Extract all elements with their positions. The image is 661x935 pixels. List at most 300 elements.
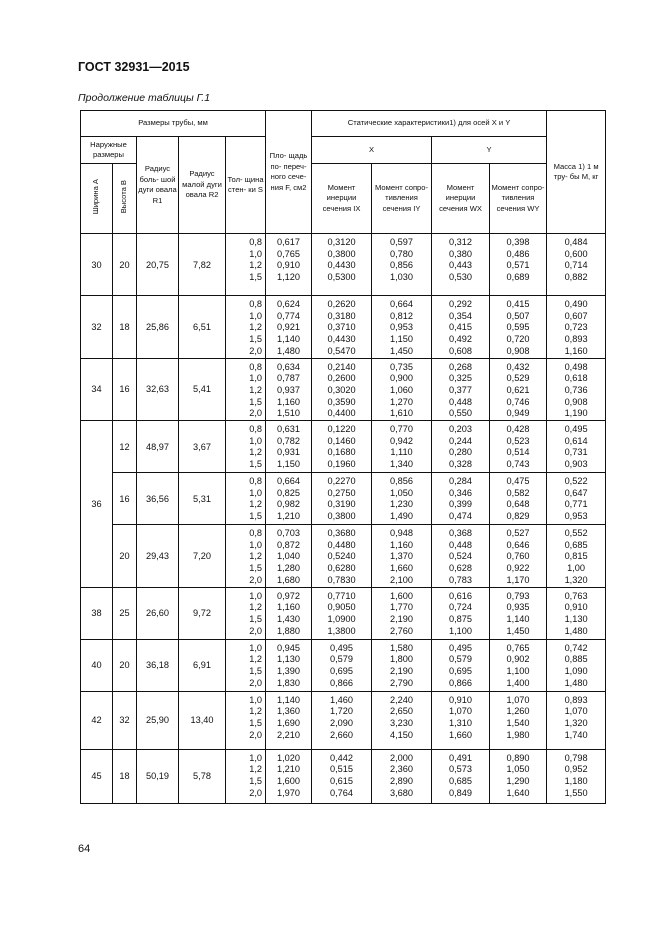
cell-wy-value: 1,170	[506, 574, 530, 585]
cell-width-a: 40	[81, 639, 113, 691]
cell-ix	[312, 234, 372, 296]
cell-mass-value: 0,495	[564, 424, 588, 435]
cell-wy	[490, 234, 547, 296]
cell-wall-thickness	[226, 691, 266, 749]
cell-iy-value: 3,230	[390, 717, 414, 728]
cell-wy-value: 1,450	[506, 625, 530, 636]
cell-wx-value: 0,474	[449, 511, 473, 522]
cell-r1: 25,86	[137, 296, 179, 359]
cell-wx-value: 0,573	[449, 764, 473, 775]
cell-wy-value: 0,646	[506, 539, 530, 550]
cell-wy	[490, 525, 547, 588]
cell-mass-value: 0,798	[564, 752, 588, 763]
cell-wx-value: 0,695	[449, 665, 473, 676]
header-height-b	[113, 164, 137, 234]
cell-wall-thickness-value: 1,5	[249, 775, 263, 786]
cell-width-a: 34	[81, 358, 113, 421]
cell-wx-value: 0,530	[449, 272, 473, 283]
cell-wx-value: 0,579	[449, 654, 473, 665]
cell-wall-thickness-value: 1,0	[249, 752, 263, 763]
header-area	[266, 111, 312, 234]
cell-iy-value: 0,942	[390, 435, 414, 446]
header-wy: Момент сопро- тивления сечения WY	[490, 164, 547, 234]
cell-wy-value: 0,829	[506, 511, 530, 522]
cell-mass-value: 0,714	[564, 260, 588, 271]
header-width-a	[81, 164, 113, 234]
cell-wall-thickness-value: 1,2	[249, 602, 263, 613]
cell-iy-value: 0,856	[390, 476, 414, 487]
cell-wall-thickness-value: 1,5	[249, 459, 263, 470]
cell-wy-value: 1,540	[506, 717, 530, 728]
cell-wy-value: 0,514	[506, 447, 530, 458]
cell-iy-value: 0,953	[390, 322, 414, 333]
cell-iy-value: 2,190	[390, 613, 414, 624]
cell-wx-value: 0,608	[449, 345, 473, 356]
header-mass: Масса 1) 1 м тру- бы М, кг	[547, 111, 606, 234]
cell-wy-value: 0,949	[506, 408, 530, 419]
cell-mass-value: 0,742	[564, 642, 588, 653]
cell-mass-value: 0,490	[564, 299, 588, 309]
table-row	[81, 358, 606, 421]
cell-wall-thickness-value: 1,5	[249, 563, 263, 574]
page-number: 64	[78, 843, 91, 855]
table-row	[81, 473, 606, 525]
cell-wy-value: 1,050	[506, 764, 530, 775]
cell-area-value: 1,140	[277, 694, 301, 705]
header-height-b-text: Высота В	[119, 180, 129, 214]
cell-wx-value: 0,354	[449, 310, 473, 321]
cell-width-a: 36	[81, 421, 113, 588]
cell-area-value: 1,150	[277, 459, 301, 470]
cell-wx	[432, 639, 490, 691]
cell-ix	[312, 421, 372, 473]
cell-wx	[432, 587, 490, 639]
cell-wy-value: 1,400	[506, 677, 530, 688]
cell-area-value: 1,360	[277, 706, 301, 717]
cell-mass-value: 1,090	[564, 665, 588, 676]
cell-mass	[547, 587, 606, 639]
cell-iy-value: 0,856	[390, 260, 414, 271]
cell-iy-value: 1,600	[390, 590, 414, 601]
cell-iy-value: 0,735	[390, 361, 414, 372]
cell-area-value: 0,617	[277, 237, 301, 247]
cell-mass-value: 1,480	[564, 625, 588, 636]
cell-wx-value: 0,292	[449, 299, 473, 309]
cell-wx-value: 0,377	[449, 384, 473, 395]
cell-area-value: 1,210	[277, 764, 301, 775]
cell-area	[266, 234, 312, 296]
cell-area	[266, 358, 312, 421]
cell-wx	[432, 358, 490, 421]
cell-ix-value: 0,4480	[327, 539, 356, 550]
cell-wx-value: 1,660	[449, 729, 473, 740]
cell-wx-value: 0,448	[449, 396, 473, 407]
cell-ix-value: 0,695	[330, 665, 354, 676]
cell-mass	[547, 358, 606, 421]
cell-mass-value: 1,320	[564, 717, 588, 728]
cell-wy	[490, 749, 547, 803]
cell-wall-thickness	[226, 421, 266, 473]
cell-ix-value: 0,9050	[327, 602, 356, 613]
cell-area-value: 0,937	[277, 384, 301, 395]
cell-iy	[372, 473, 432, 525]
cell-wx-value: 0,325	[449, 373, 473, 384]
cell-wy-value: 0,765	[506, 642, 530, 653]
cell-iy	[372, 749, 432, 803]
cell-mass	[547, 296, 606, 359]
cell-area-value: 1,390	[277, 665, 301, 676]
cell-ix-value: 0,495	[330, 642, 354, 653]
cell-wy-value: 0,760	[506, 551, 530, 562]
cell-r2: 13,40	[179, 691, 226, 749]
cell-ix-value: 0,3180	[327, 310, 356, 321]
cell-iy-value: 1,770	[390, 602, 414, 613]
cell-area-value: 0,910	[277, 260, 301, 271]
cell-wy	[490, 358, 547, 421]
cell-area	[266, 691, 312, 749]
cell-wall-thickness-value: 1,5	[249, 511, 263, 522]
cell-ix-value: 0,5470	[327, 345, 356, 356]
cell-r1: 48,97	[137, 421, 179, 473]
cell-wy	[490, 296, 547, 359]
cell-r1: 36,18	[137, 639, 179, 691]
cell-mass-value: 1,550	[564, 787, 588, 798]
cell-wx-value: 0,628	[449, 563, 473, 574]
cell-wx-value: 0,284	[449, 476, 473, 487]
cell-wall-thickness	[226, 749, 266, 803]
cell-r1: 25,90	[137, 691, 179, 749]
cell-iy-value: 1,230	[390, 499, 414, 510]
cell-ix-value: 0,5240	[327, 551, 356, 562]
cell-ix-value: 0,2750	[327, 487, 356, 498]
cell-mass-value: 0,498	[564, 361, 588, 372]
cell-wx-value: 0,849	[449, 787, 473, 798]
cell-wall-thickness-value: 1,2	[249, 654, 263, 665]
cell-ix-value: 0,2620	[327, 299, 356, 309]
cell-area-value: 0,765	[277, 248, 301, 259]
cell-area-value: 1,210	[277, 511, 301, 522]
cell-wy-value: 0,527	[506, 528, 530, 539]
cell-area-value: 0,703	[277, 528, 301, 539]
cell-area-value: 1,020	[277, 752, 301, 763]
cell-wy-value: 0,793	[506, 590, 530, 601]
cell-wall-thickness-value: 0,8	[249, 424, 263, 435]
cell-wall-thickness-value: 1,0	[249, 310, 263, 321]
cell-mass	[547, 421, 606, 473]
cell-iy	[372, 691, 432, 749]
cell-mass-value: 0,815	[564, 551, 588, 562]
cell-wall-thickness-value: 1,0	[249, 642, 263, 653]
cell-wall-thickness-value: 2,0	[249, 625, 263, 636]
cell-ix	[312, 639, 372, 691]
cell-iy-value: 2,650	[390, 706, 414, 717]
cell-wall-thickness-value: 1,2	[249, 551, 263, 562]
cell-iy-value: 0,597	[390, 237, 414, 247]
cell-ix-value: 0,7710	[327, 590, 356, 601]
cell-iy-value: 1,490	[390, 511, 414, 522]
cell-wy	[490, 587, 547, 639]
cell-r1: 29,43	[137, 525, 179, 588]
cell-area-value: 1,120	[277, 272, 301, 283]
cell-ix-value: 0,3680	[327, 528, 356, 539]
cell-mass-value: 0,552	[564, 528, 588, 539]
cell-ix-value: 2,660	[330, 729, 354, 740]
cell-ix-value: 0,7830	[327, 574, 356, 585]
cell-mass-value: 0,607	[564, 310, 588, 321]
cell-width-a: 30	[81, 234, 113, 296]
cell-wy-value: 1,260	[506, 706, 530, 717]
cell-wy-value: 0,890	[506, 752, 530, 763]
cell-iy-value: 1,270	[390, 396, 414, 407]
cell-wall-thickness-value: 1,2	[249, 260, 263, 271]
cell-ix	[312, 587, 372, 639]
cell-ix-value: 0,3800	[327, 248, 356, 259]
cell-wx-value: 0,415	[449, 322, 473, 333]
cell-wx-value: 0,448	[449, 539, 473, 550]
cell-iy-value: 2,000	[390, 752, 414, 763]
cell-wx-value: 0,910	[449, 694, 473, 705]
cell-wx-value: 0,312	[449, 237, 473, 247]
cell-ix-value: 2,090	[330, 717, 354, 728]
cell-iy-value: 1,030	[390, 272, 414, 283]
cell-wx-value: 0,346	[449, 487, 473, 498]
header-static-characteristics: Статические характеристики1) для осей X и Y	[312, 111, 547, 137]
cell-ix-value: 0,2140	[327, 361, 356, 372]
cell-iy-value: 2,890	[390, 775, 414, 786]
cell-mass-value: 0,953	[564, 511, 588, 522]
cell-area-value: 1,690	[277, 717, 301, 728]
cell-mass-value: 0,618	[564, 373, 588, 384]
cell-wx-value: 0,380	[449, 248, 473, 259]
cell-wy-value: 0,398	[506, 237, 530, 247]
cell-wy-value: 0,720	[506, 334, 530, 345]
cell-wx	[432, 234, 490, 296]
cell-wx-value: 0,495	[449, 642, 473, 653]
cell-wx-value: 0,550	[449, 408, 473, 419]
cell-ix	[312, 473, 372, 525]
cell-ix-value: 0,866	[330, 677, 354, 688]
cell-wall-thickness	[226, 296, 266, 359]
cell-area-value: 1,430	[277, 613, 301, 624]
cell-wy-value: 0,743	[506, 459, 530, 470]
cell-mass	[547, 691, 606, 749]
cell-wall-thickness-value: 0,8	[249, 237, 263, 247]
cell-wall-thickness-value: 1,5	[249, 613, 263, 624]
cell-wall-thickness-value: 0,8	[249, 528, 263, 539]
cell-wall-thickness-value: 1,0	[249, 539, 263, 550]
cell-area-value: 0,945	[277, 642, 301, 653]
cell-ix-value: 0,764	[330, 787, 354, 798]
cell-wx-value: 1,100	[449, 625, 473, 636]
cell-ix-value: 1,3800	[327, 625, 356, 636]
cell-mass-value: 1,320	[564, 574, 588, 585]
cell-ix-value: 0,4400	[327, 408, 356, 419]
header-outer-sizes: Наружные размеры	[81, 137, 137, 164]
cell-wx-value: 0,328	[449, 459, 473, 470]
cell-ix-value: 0,3190	[327, 499, 356, 510]
cell-area-value: 2,210	[277, 729, 301, 740]
cell-ix	[312, 296, 372, 359]
cell-area-value: 1,480	[277, 345, 301, 356]
cell-mass-value: 0,893	[564, 334, 588, 345]
cell-mass-value: 0,685	[564, 539, 588, 550]
cell-iy-value: 0,770	[390, 424, 414, 435]
cell-mass	[547, 749, 606, 803]
cell-wy-value: 0,582	[506, 487, 530, 498]
cell-wy-value: 0,922	[506, 563, 530, 574]
cell-iy-value: 2,760	[390, 625, 414, 636]
table-row	[81, 749, 606, 803]
cell-area-value: 0,787	[277, 373, 301, 384]
table-row	[81, 296, 606, 359]
cell-iy	[372, 587, 432, 639]
cell-area	[266, 587, 312, 639]
cell-area-value: 1,140	[277, 334, 301, 345]
cell-ix-value: 0,2600	[327, 373, 356, 384]
cell-area	[266, 525, 312, 588]
cell-wx	[432, 525, 490, 588]
cell-wx	[432, 421, 490, 473]
cell-mass-value: 0,484	[564, 237, 588, 247]
cell-mass-value: 0,952	[564, 764, 588, 775]
cell-wy-value: 0,902	[506, 654, 530, 665]
cell-mass-value: 1,00	[567, 563, 585, 574]
cell-iy-value: 2,790	[390, 677, 414, 688]
cell-ix-value: 0,5300	[327, 272, 356, 283]
cell-mass-value: 0,647	[564, 487, 588, 498]
cell-area-value: 0,664	[277, 476, 301, 487]
cell-ix-value: 0,2270	[327, 476, 356, 487]
cell-iy-value: 2,100	[390, 574, 414, 585]
cell-iy-value: 1,660	[390, 563, 414, 574]
cell-wy-value: 0,507	[506, 310, 530, 321]
cell-wall-thickness-value: 1,0	[249, 435, 263, 446]
cell-iy-value: 0,948	[390, 528, 414, 539]
cell-area	[266, 473, 312, 525]
cell-ix-value: 0,1220	[327, 424, 356, 435]
cell-wy	[490, 421, 547, 473]
cell-wall-thickness-value: 2,0	[249, 729, 263, 740]
header-axis-y: Y	[432, 137, 547, 164]
cell-wy-value: 1,290	[506, 775, 530, 786]
header-wall-thickness: Тол- щина стен- ки S	[226, 137, 266, 234]
header-width-a-text: Ширина А	[91, 179, 101, 215]
cell-iy-value: 1,450	[390, 345, 414, 356]
table-continuation-caption: Продолжение таблицы Г.1	[78, 92, 211, 104]
cell-mass-value: 0,885	[564, 654, 588, 665]
cell-area	[266, 639, 312, 691]
cell-mass-value: 0,910	[564, 602, 588, 613]
cell-mass-value: 0,736	[564, 384, 588, 395]
header-axis-x: X	[312, 137, 432, 164]
cell-ix-value: 1,720	[330, 706, 354, 717]
cell-r2: 5,31	[179, 473, 226, 525]
cell-b: 12	[113, 421, 137, 473]
cell-area-value: 1,970	[277, 787, 301, 798]
cell-ix-value: 0,442	[330, 752, 354, 763]
cell-wx-value: 1,310	[449, 717, 473, 728]
cell-mass	[547, 473, 606, 525]
header-radius-r2: Радиус малой дуги овала R2	[179, 137, 226, 234]
cell-ix-value: 0,4430	[327, 334, 356, 345]
cell-iy-value: 1,580	[390, 642, 414, 653]
cell-mass-value: 0,771	[564, 499, 588, 510]
cell-wx-value: 0,866	[449, 677, 473, 688]
cell-wy-value: 1,640	[506, 787, 530, 798]
cell-mass-value: 0,908	[564, 396, 588, 407]
cell-r2: 6,51	[179, 296, 226, 359]
cell-wx-value: 0,244	[449, 435, 473, 446]
cell-wall-thickness-value: 2,0	[249, 787, 263, 798]
cell-wy-value: 0,689	[506, 272, 530, 283]
cell-wy-value: 0,415	[506, 299, 530, 309]
cell-iy-value: 1,800	[390, 654, 414, 665]
cell-mass	[547, 525, 606, 588]
cell-b: 18	[113, 749, 137, 803]
cell-mass-value: 1,740	[564, 729, 588, 740]
cell-ix-value: 0,1960	[327, 459, 356, 470]
cell-mass-value: 1,480	[564, 677, 588, 688]
cell-wx	[432, 749, 490, 803]
cell-wall-thickness	[226, 587, 266, 639]
cell-b: 32	[113, 691, 137, 749]
cell-wy-value: 0,648	[506, 499, 530, 510]
cell-wx-value: 0,443	[449, 260, 473, 271]
cell-wy-value: 0,523	[506, 435, 530, 446]
cell-wall-thickness-value: 1,0	[249, 373, 263, 384]
cell-wy-value: 0,432	[506, 361, 530, 372]
table-row	[81, 691, 606, 749]
cell-wall-thickness-value: 1,2	[249, 499, 263, 510]
cell-area-value: 0,931	[277, 447, 301, 458]
header-pipe-sizes: Размеры трубы, мм	[81, 111, 266, 137]
cell-ix	[312, 358, 372, 421]
cell-wx-value: 0,875	[449, 613, 473, 624]
cell-mass-value: 1,130	[564, 613, 588, 624]
cell-iy-value: 4,150	[390, 729, 414, 740]
cell-wall-thickness-value: 1,5	[249, 272, 263, 283]
cell-area-value: 0,634	[277, 361, 301, 372]
cell-mass-value: 0,723	[564, 322, 588, 333]
cell-ix-value: 0,1460	[327, 435, 356, 446]
cell-wall-thickness-value: 2,0	[249, 345, 263, 356]
cell-wy-value: 1,070	[506, 694, 530, 705]
cell-iy	[372, 525, 432, 588]
cell-wy-value: 0,529	[506, 373, 530, 384]
cell-wall-thickness-value: 1,5	[249, 334, 263, 345]
cell-wall-thickness-value: 2,0	[249, 677, 263, 688]
cell-b: 16	[113, 358, 137, 421]
cell-wy	[490, 473, 547, 525]
cell-b: 25	[113, 587, 137, 639]
cell-wall-thickness-value: 1,5	[249, 665, 263, 676]
cell-area-value: 1,280	[277, 563, 301, 574]
cell-iy-value: 3,680	[390, 787, 414, 798]
cell-wy-value: 0,621	[506, 384, 530, 395]
cell-ix	[312, 525, 372, 588]
cell-iy-value: 1,370	[390, 551, 414, 562]
cell-area	[266, 749, 312, 803]
cell-area-value: 0,774	[277, 310, 301, 321]
cell-wx-value: 0,524	[449, 551, 473, 562]
cell-wall-thickness-value: 2,0	[249, 574, 263, 585]
cell-iy-value: 1,060	[390, 384, 414, 395]
cell-wx-value: 0,268	[449, 361, 473, 372]
cell-mass-value: 1,180	[564, 775, 588, 786]
cell-iy	[372, 421, 432, 473]
cell-iy-value: 1,340	[390, 459, 414, 470]
table-header	[81, 111, 606, 234]
